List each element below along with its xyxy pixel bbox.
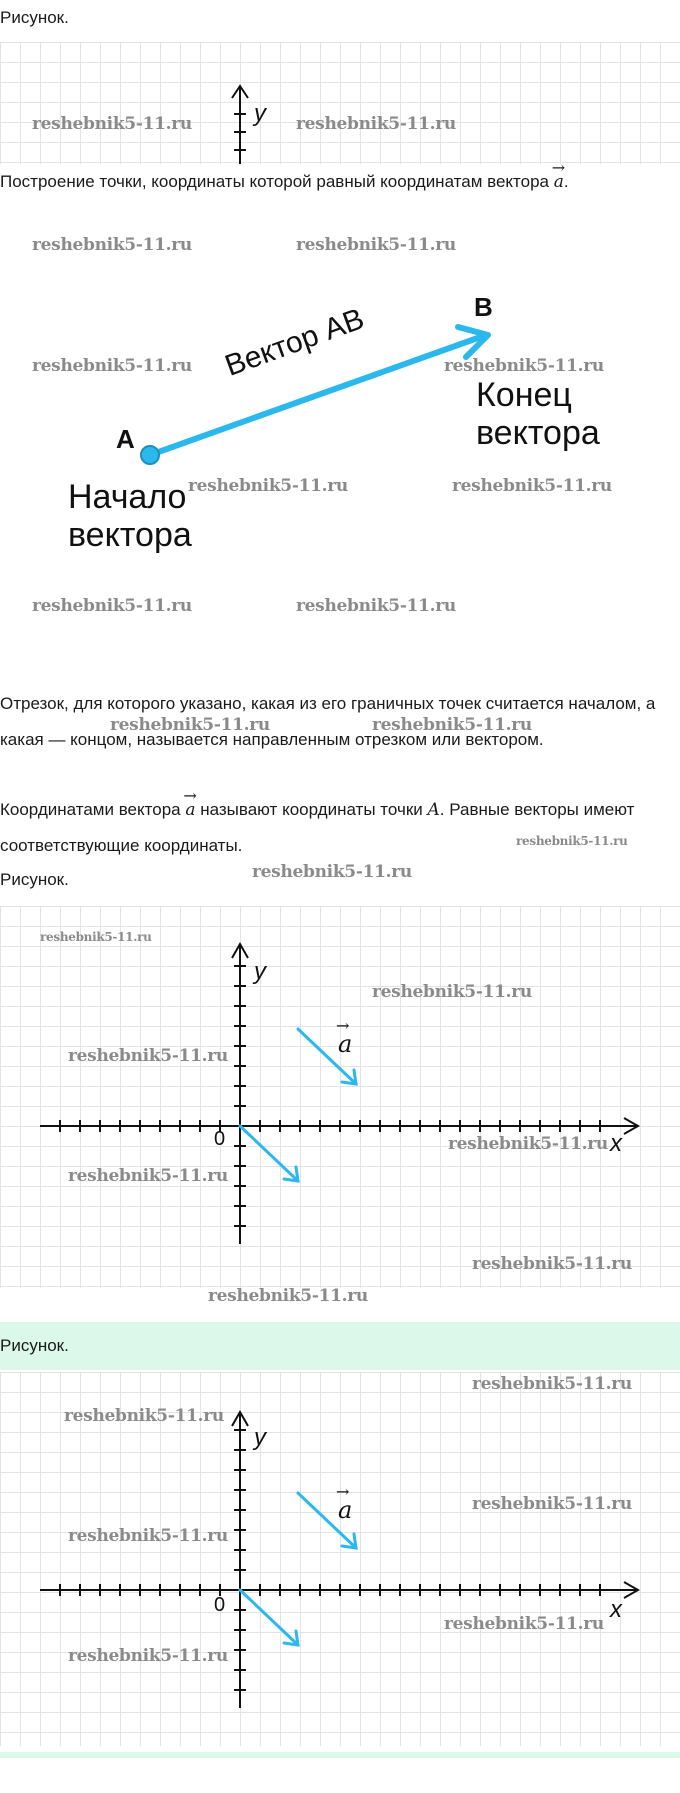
- vector-a-label-2: → a: [338, 1030, 352, 1059]
- axis-x-label-2: x: [610, 1130, 622, 1157]
- watermark: reshebnik5-11.ru: [32, 114, 192, 134]
- axis-y-label-3: y: [254, 1424, 266, 1451]
- origin-label-2: 0: [214, 1128, 226, 1150]
- axis-x-label-3: x: [610, 1596, 622, 1623]
- watermark: reshebnik5-11.ru: [188, 476, 348, 496]
- vector-a-label-3: → a: [338, 1496, 352, 1525]
- watermark: reshebnik5-11.ru: [472, 1254, 632, 1274]
- caption-2: Рисунок.: [0, 870, 69, 889]
- construction-text: Построение точки, координаты которой равный координатам вектора → a.: [0, 164, 569, 200]
- watermark: reshebnik5-11.ru: [296, 596, 456, 616]
- watermark: reshebnik5-11.ru: [372, 715, 532, 735]
- watermark: reshebnik5-11.ru: [516, 834, 628, 848]
- coordinate-plane-2: [0, 906, 680, 1288]
- point-b-label: B: [474, 292, 493, 322]
- watermark: reshebnik5-11.ru: [444, 356, 604, 376]
- axis-y-label-1: y: [254, 100, 266, 127]
- watermark: reshebnik5-11.ru: [452, 476, 612, 496]
- watermark: reshebnik5-11.ru: [472, 1374, 632, 1394]
- point-a-label: A: [116, 424, 135, 454]
- paragraph-definition: Отрезок, для которого указано, какая из его граничных точек считается началом, а какая — концом, называется направленным отрезком или вектором.: [0, 694, 656, 749]
- watermark: reshebnik5-11.ru: [296, 114, 456, 134]
- vector-a-symbol: → a: [185, 792, 195, 828]
- vector-ab-label: Вектор AB: [220, 302, 369, 383]
- watermark: reshebnik5-11.ru: [68, 1526, 228, 1546]
- caption-band-3: [0, 1322, 680, 1370]
- watermark: reshebnik5-11.ru: [296, 235, 456, 255]
- end-label-line1: Конец: [476, 376, 572, 414]
- watermark: reshebnik5-11.ru: [208, 1286, 368, 1306]
- watermark: reshebnik5-11.ru: [448, 1134, 608, 1154]
- watermark: reshebnik5-11.ru: [252, 862, 412, 882]
- end-label-line2: вектора: [476, 414, 600, 452]
- start-label-line1: Начало: [68, 478, 187, 516]
- axis-figure-1: [0, 42, 680, 164]
- paragraph-coordinates: Координатами вектора → a называют координаты точки A. Равные векторы имеют соответствующие координаты.: [0, 792, 660, 864]
- watermark: reshebnik5-11.ru: [444, 1614, 604, 1634]
- bottom-band: [0, 1752, 680, 1758]
- watermark: reshebnik5-11.ru: [32, 235, 192, 255]
- caption-1: Рисунок.: [0, 8, 69, 27]
- caption-3: Рисунок.: [0, 1336, 69, 1355]
- start-label-line2: вектора: [68, 516, 192, 554]
- watermark: reshebnik5-11.ru: [64, 1406, 224, 1426]
- watermark: reshebnik5-11.ru: [68, 1166, 228, 1186]
- vector-a-symbol: → a: [554, 164, 564, 200]
- watermark: reshebnik5-11.ru: [68, 1046, 228, 1066]
- watermark: reshebnik5-11.ru: [372, 982, 532, 1002]
- watermark: reshebnik5-11.ru: [68, 1646, 228, 1666]
- watermark: reshebnik5-11.ru: [472, 1494, 632, 1514]
- origin-label-3: 0: [214, 1594, 226, 1616]
- watermark: reshebnik5-11.ru: [32, 596, 192, 616]
- watermark: reshebnik5-11.ru: [40, 930, 152, 944]
- watermark: reshebnik5-11.ru: [32, 356, 192, 376]
- watermark: reshebnik5-11.ru: [110, 715, 270, 735]
- coordinate-plane-3: [0, 1372, 680, 1746]
- axis-y-label-2: y: [254, 958, 266, 985]
